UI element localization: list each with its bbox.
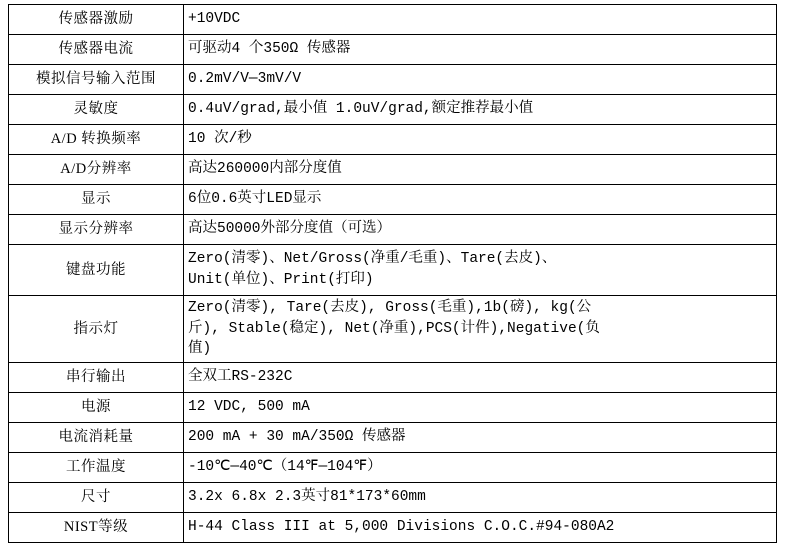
spec-label-cell: 尺寸 <box>9 482 184 512</box>
spec-value-cell <box>184 95 777 125</box>
spec-value-cell <box>184 452 777 482</box>
spec-value-cell <box>184 422 777 452</box>
table-row <box>9 482 777 512</box>
spec-label-cell: 键盘功能 <box>9 245 184 296</box>
spec-value-line: 0.4uV/grad,最小值 1.0uV/grad,额定推荐最小值 <box>188 101 534 118</box>
spec-label-cell: 显示分辨率 <box>9 215 184 245</box>
spec-value-line: 3.2x 6.8x 2.3英寸81*173*60mm <box>188 488 426 505</box>
table-row <box>9 155 777 185</box>
spec-label-cell: 显示 <box>9 185 184 215</box>
spec-label-cell: A/D分辨率 <box>9 155 184 185</box>
spec-label-cell: A/D 转换频率 <box>9 125 184 155</box>
spec-value-line: 可驱动4 个350Ω 传感器 <box>188 41 351 58</box>
spec-value-line: 高达260000内部分度值 <box>188 161 342 178</box>
table-row <box>9 95 777 125</box>
spec-value-line: Zero(清零)、Net/Gross(净重/毛重)、Tare(去皮)、 <box>188 251 557 268</box>
spec-value-line: +10VDC <box>188 11 241 28</box>
spec-value-cell <box>184 392 777 422</box>
spec-value-line: Unit(单位)、Print(打印) <box>188 272 374 288</box>
spec-value-cell <box>184 185 777 215</box>
spec-value-cell <box>184 245 777 296</box>
spec-value-line: 10 次/秒 <box>188 131 252 148</box>
table-row <box>9 35 777 65</box>
spec-value-cell <box>184 482 777 512</box>
spec-value-cell <box>184 5 777 35</box>
table-row <box>9 125 777 155</box>
spec-value-line: 斤), Stable(稳定), Net(净重),PCS(计件),Negative(负 <box>188 320 600 337</box>
spec-value-line: 值) <box>188 341 212 358</box>
spec-value-line: 12 VDC, 500 mA <box>188 398 310 415</box>
spec-value-cell <box>184 125 777 155</box>
table-row <box>9 65 777 95</box>
spec-value-line: H-44 Class III at 5,000 Divisions C.O.C.#94-080A2 <box>188 518 615 535</box>
table-row <box>9 512 777 542</box>
table-row <box>9 215 777 245</box>
spec-value-line: 全双工RS-232C <box>188 368 293 385</box>
spec-value-line: 200 mA + 30 mA/350Ω 传感器 <box>188 428 406 445</box>
spec-label-cell: 电流消耗量 <box>9 422 184 452</box>
spec-value-cell <box>184 215 777 245</box>
spec-label-cell: 工作温度 <box>9 452 184 482</box>
table-row <box>9 422 777 452</box>
spec-label-cell: 传感器激励 <box>9 5 184 35</box>
table-row <box>9 362 777 392</box>
spec-label-cell: NIST等级 <box>9 512 184 542</box>
spec-label-cell: 串行输出 <box>9 362 184 392</box>
spec-value-line: Zero(清零), Tare(去皮), Gross(毛重),1b(磅), kg(公 <box>188 300 592 316</box>
table-row <box>9 392 777 422</box>
spec-value-line: 高达50000外部分度值（可选） <box>188 221 392 238</box>
spec-value-line: 6位0.6英寸LED显示 <box>188 191 322 208</box>
table-row <box>9 452 777 482</box>
spec-value-cell <box>184 65 777 95</box>
table-row <box>9 5 777 35</box>
spec-label-cell: 电源 <box>9 392 184 422</box>
specification-table <box>8 4 777 543</box>
spec-value-line: -10℃—40℃（14℉—104℉） <box>188 458 382 475</box>
table-row <box>9 245 777 296</box>
spec-value-cell <box>184 155 777 185</box>
spec-value-cell <box>184 512 777 542</box>
table-row <box>9 185 777 215</box>
spec-label-cell: 指示灯 <box>9 296 184 363</box>
spec-value-line: 0.2mV/V—3mV/V <box>188 71 302 88</box>
table-body <box>9 5 777 543</box>
spec-label-cell: 灵敏度 <box>9 95 184 125</box>
table-row <box>9 296 777 363</box>
spec-label-cell: 模拟信号输入范围 <box>9 65 184 95</box>
spec-value-cell <box>184 362 777 392</box>
spec-value-cell <box>184 35 777 65</box>
spec-label-cell: 传感器电流 <box>9 35 184 65</box>
spec-value-cell <box>184 296 777 363</box>
